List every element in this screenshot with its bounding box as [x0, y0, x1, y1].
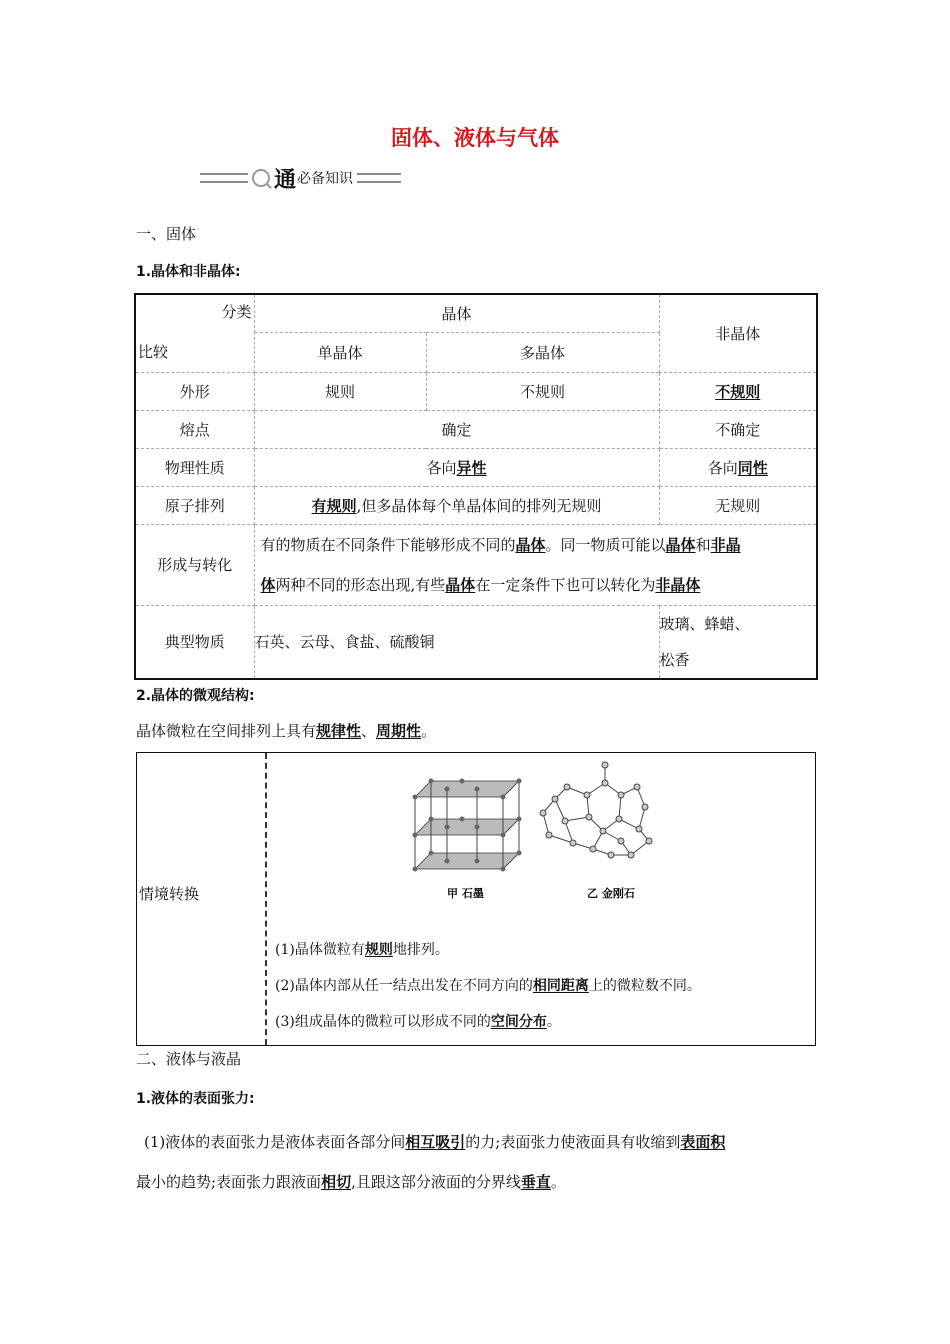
- typical-crystal: 石英、云母、食盐、硫酸铜: [254, 605, 659, 679]
- shape-single: 规则: [254, 372, 426, 410]
- scene-line-1: [275, 939, 449, 959]
- surface-tension-text: [136, 1122, 816, 1202]
- scene-line-3: [275, 1011, 561, 1031]
- table-corner-cell: [135, 294, 254, 372]
- arrangement-non: 无规则: [659, 486, 817, 524]
- corner-classification: 分类: [221, 303, 252, 321]
- tension-mid3: ,且跟这部分液面的分界线: [351, 1173, 521, 1191]
- scene-l3-post: 。: [546, 1014, 561, 1030]
- formation-p4: 两种不同的形态出现,有些: [275, 575, 446, 594]
- tension-post: 。: [550, 1173, 566, 1191]
- formation-p2: 。同一物质可能以: [545, 535, 666, 554]
- typical-non: [659, 605, 817, 679]
- banner-label: 必备知识: [297, 171, 354, 187]
- formation-p3: 和: [695, 535, 711, 554]
- row-label-physical: 物理性质: [135, 448, 254, 486]
- arrangement-key: 有规则: [311, 496, 357, 515]
- tension-k1: 相互吸引: [405, 1133, 466, 1151]
- tension-k2: 表面积: [680, 1133, 726, 1151]
- physical-non-pre: 各向: [707, 458, 738, 477]
- micro-structure-text: [136, 720, 436, 741]
- graphite-caption: 甲 石墨: [447, 887, 484, 900]
- row-label-arrangement: 原子排列: [135, 486, 254, 524]
- arrangement-rest: ,但多晶体每个单晶体间的排列无规则: [356, 496, 602, 515]
- formation-k3: 非晶: [710, 535, 741, 554]
- arrangement-crystal: [254, 486, 659, 524]
- scene-l1-key: 规则: [364, 942, 393, 958]
- formation-k4: 晶体: [445, 575, 476, 594]
- header-crystal: 晶体: [254, 294, 659, 332]
- banner-line-right: [357, 173, 401, 183]
- scene-l3-pre: (3)组成晶体的微粒可以形成不同的: [275, 1014, 491, 1030]
- scene-divider: [265, 753, 267, 1045]
- heading-crystal-noncrystal: 1.晶体和非晶体:: [136, 264, 241, 280]
- formation-k1: 晶体: [515, 535, 546, 554]
- row-label-melting: 熔点: [135, 410, 254, 448]
- scene-l2-post: 上的微粒数不同。: [588, 978, 701, 994]
- page-title: 固体、液体与气体: [391, 126, 559, 150]
- banner-icon-char: 通: [274, 166, 296, 193]
- micro-post: 。: [421, 722, 437, 740]
- graphite-structure-figure: [413, 779, 522, 872]
- shape-poly: 不规则: [426, 372, 659, 410]
- scene-l1-pre: (1)晶体微粒有: [275, 942, 365, 958]
- scene-line-2: [275, 975, 701, 995]
- banner-line-left: [200, 173, 248, 183]
- row-label-shape: 外形: [135, 372, 254, 410]
- micro-k1: 规律性: [316, 722, 362, 740]
- section-heading-solid: 一、固体: [136, 225, 197, 243]
- diamond-caption: 乙 金刚石: [587, 887, 635, 900]
- scene-l3-key: 空间分布: [490, 1014, 547, 1030]
- micro-pre: 晶体微粒在空间排列上具有: [136, 722, 317, 740]
- header-poly-crystal: 多晶体: [426, 332, 659, 372]
- scene-box: [136, 752, 816, 1046]
- magnifier-icon: [252, 169, 270, 187]
- tension-k3: 相切: [321, 1173, 352, 1191]
- shape-non: [659, 372, 817, 410]
- crystal-figures: [407, 759, 667, 905]
- physical-crystal-pre: 各向: [426, 458, 457, 477]
- scene-l2-key: 相同距离: [532, 978, 589, 994]
- row-label-typical: 典型物质: [135, 605, 254, 679]
- micro-mid: 、: [361, 722, 377, 740]
- formation-k5: 非晶体: [655, 575, 701, 594]
- crystal-comparison-table: [134, 293, 818, 680]
- row-label-formation: 形成与转化: [135, 524, 254, 605]
- formation-text: [254, 524, 817, 605]
- formation-k2: 晶体: [665, 535, 696, 554]
- shape-non-key: 不规则: [715, 382, 761, 401]
- physical-non: [659, 448, 817, 486]
- formation-k3b: 体: [260, 575, 276, 594]
- diamond-structure-figure: [540, 762, 652, 858]
- tension-pre: (1)液体的表面张力是液体表面各部分间: [144, 1133, 406, 1151]
- tension-mid1: 的力;表面张力使液面具有收缩到: [465, 1133, 681, 1151]
- melting-non: 不确定: [659, 410, 817, 448]
- section-banner: [200, 165, 401, 191]
- physical-crystal: [254, 448, 659, 486]
- micro-k2: 周期性: [376, 722, 422, 740]
- scene-label: 情境转换: [139, 885, 200, 903]
- melting-crystal: 确定: [254, 410, 659, 448]
- typical-non-line2: 松香: [659, 650, 690, 669]
- formation-p1: 有的物质在不同条件下能够形成不同的: [260, 535, 516, 554]
- typical-non-line1: 玻璃、蜂蜡、: [659, 614, 750, 633]
- header-single-crystal: 单晶体: [254, 332, 426, 372]
- tension-mid2: 最小的趋势;表面张力跟液面: [136, 1173, 322, 1191]
- scene-l1-post: 地排列。: [392, 942, 449, 958]
- scene-l2-pre: (2)晶体内部从任一结点出发在不同方向的: [275, 978, 533, 994]
- section-heading-liquid: 二、液体与液晶: [136, 1050, 242, 1068]
- physical-crystal-key: 异性: [456, 458, 487, 477]
- tension-k4: 垂直: [520, 1173, 551, 1191]
- heading-surface-tension: 1.液体的表面张力:: [136, 1091, 255, 1107]
- physical-non-key: 同性: [737, 458, 768, 477]
- heading-micro-structure: 2.晶体的微观结构:: [136, 688, 255, 704]
- formation-p5: 在一定条件下也可以转化为: [475, 575, 656, 594]
- header-non-crystal: 非晶体: [659, 294, 817, 372]
- corner-comparison: 比较: [138, 342, 169, 361]
